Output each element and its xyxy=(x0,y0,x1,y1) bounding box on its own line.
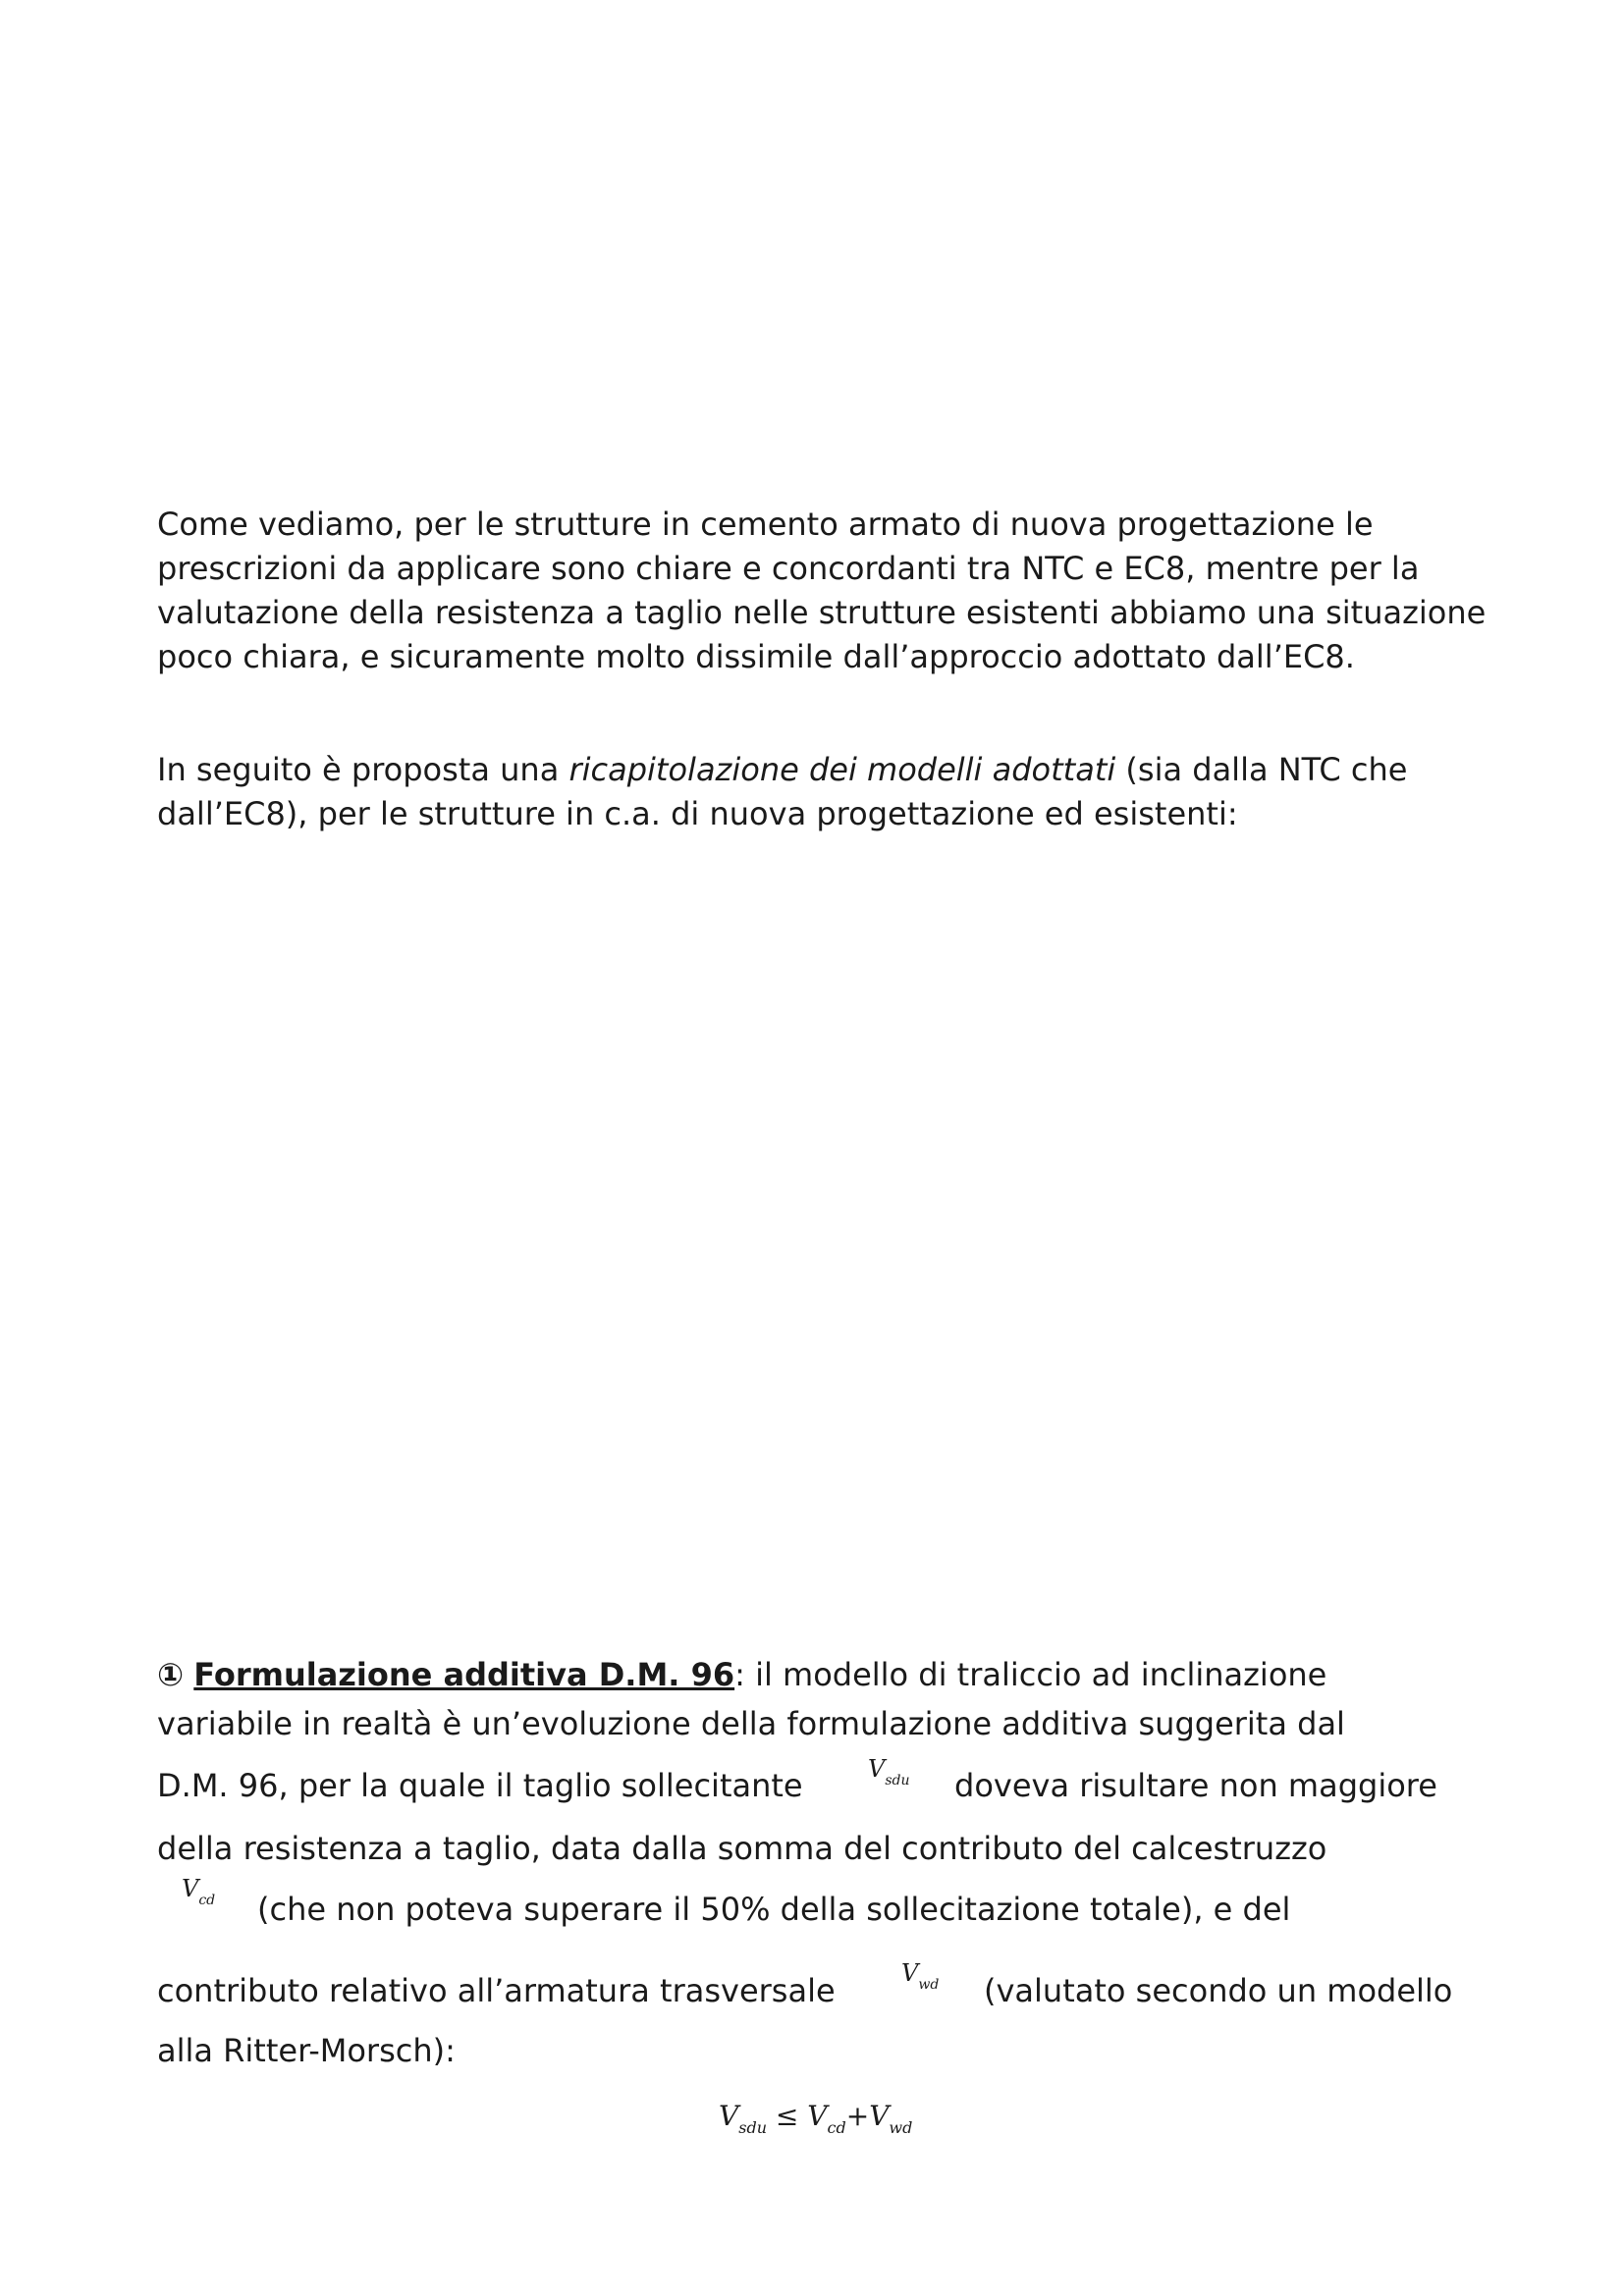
paragraph-intro: Come vediamo, per le strutture in cemento armato di nuova progettazione le prescrizioni da applicare sono chiare e concordanti tra NTC e EC8, mentre per la valutazione della resistenza a taglio nelle strutture esistenti abbiamo una situazione poco chiara, e sicuramente molto dissimile dall’approccio adottato dall’EC8. xyxy=(157,506,1487,675)
symbol-v-wd: $V_{wd}$ xyxy=(901,1959,940,1993)
paragraph-summary-start: In seguito è proposta una xyxy=(157,751,569,788)
section-line-3-end: doveva risultare non maggiore xyxy=(954,1767,1437,1804)
paragraph-summary-emphasis: ricapitolazione dei modelli adottati xyxy=(568,751,1116,788)
symbol-v-sdu: $V_{sdu}$ xyxy=(868,1755,910,1789)
section-line-7: alla Ritter-Morsch): xyxy=(157,2032,456,2069)
section-line-6-end: (valutato secondo un modello xyxy=(984,1972,1453,2009)
section-line-6-start: contributo relativo all’armatura trasversale xyxy=(157,1972,836,2009)
section-line-4: della resistenza a taglio, data dalla somma del contributo del calcestruzzo xyxy=(157,1830,1327,1867)
section-heading-rest: : il modello di traliccio ad inclinazione xyxy=(734,1656,1327,1693)
paragraph-summary-end: (sia dalla NTC che dall’EC8), per le strutture in c.a. di nuova progettazione ed esistenti: xyxy=(157,751,1408,832)
symbol-v-cd: $V_{cd}$ xyxy=(182,1875,216,1908)
section-number-icon: ① xyxy=(157,1656,185,1693)
shear-inequality-equation: $V_{sdu} \le V_{cd}+V_{wd}$ xyxy=(719,2100,913,2137)
paragraph-summary xyxy=(157,748,1492,836)
section-heading-line xyxy=(157,1656,1326,1693)
section-line-3-start: D.M. 96, per la quale il taglio sollecitante xyxy=(157,1767,803,1804)
section-line-2: variabile in realtà è un’evoluzione della formulazione additiva suggerita dal xyxy=(157,1705,1345,1742)
section-line-5: (che non poteva superare il 50% della sollecitazione totale), e del xyxy=(257,1891,1291,1928)
section-heading: Formulazione additiva D.M. 96 xyxy=(193,1656,735,1693)
